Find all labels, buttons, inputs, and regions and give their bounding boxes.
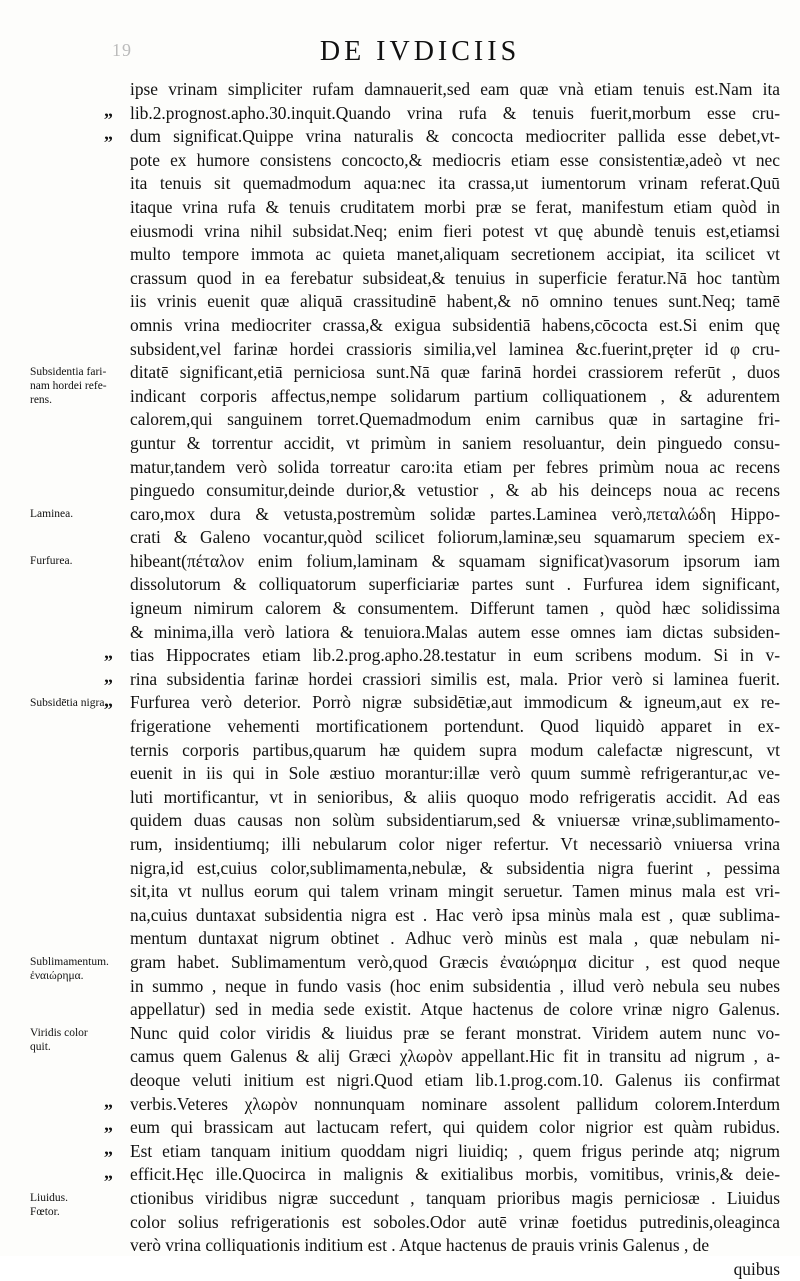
text-line: gram habet. Sublimamentum verò,quod Græcis ἐναιώρημα dicitur , est quod neque — [130, 951, 780, 972]
quotation-mark: „ — [104, 1161, 113, 1182]
page-folio: 19 — [112, 40, 132, 60]
text-line: omnis vrina mediocriter crassa,& exigua subsidentiā habens,cōcocta est.Si enim quę — [130, 314, 780, 335]
margin-note: Subsidentia fari- nam hordei refe- rens. — [30, 366, 107, 407]
text-line: crati & Galeno vocantur,quòd scilicet foliorum,laminæ,seu squamarum speciem ex- — [130, 527, 780, 548]
text-line: deoque veluti initium est nigri.Quod etiam lib.1.prog.com.10. Galenus iis confirmat — [130, 1069, 780, 1090]
text-line: dissolutorum & colliquatorum superficiariæ partes sunt . Furfurea idem significant, — [130, 574, 780, 595]
quotation-mark: „ — [104, 1138, 113, 1158]
text-line: ternis corporis partibus,quarum hæ quidem supra modum calefactæ nigrescunt, vt — [130, 739, 780, 760]
text-line: in summo , neque in fundo vasis (hoc enim subsidentia , illud verò nebula seu nubes — [130, 975, 780, 996]
quotation-mark: „ — [104, 642, 113, 663]
quotation-mark: „ — [104, 99, 113, 120]
margin-note: Liuidus. Fœtor. — [30, 1192, 69, 1219]
text-line: quibus — [733, 1258, 780, 1279]
text-line: verbis.Veteres χλωρὸν nonnunquam nominare assolent pallidum colorem.Interdum — [130, 1093, 780, 1114]
margin-note: Sublimamentum. ἐναιώρημα. — [30, 956, 109, 983]
text-line: subsident,vel farinæ hordei crassioris similia,vel laminea &c.fuerint,pręter id φ cru- — [130, 338, 780, 359]
text-line: mentum duntaxat nigrum obtinet . Adhuc verò minùs est mala , quæ nebulam ni- — [130, 928, 780, 949]
text-line: appellatur) sed in media sede existit. Atque hactenus de colore vrinæ nigro Galenus. — [130, 999, 780, 1020]
text-line: quidem duas causas non solùm subsidentiarum,sed & vniuersæ vrinæ,sublimamento- — [130, 810, 780, 831]
text-line: guntur & torrentur accidit, vt primùm in saniem resoluantur, dein pinguedo consu- — [130, 432, 780, 453]
text-line: rina subsidentia farinæ hordei crassiori similis est, mala. Prior verò si laminea fuerit. — [130, 668, 780, 689]
margin-note: Laminea. — [30, 507, 74, 520]
running-head: DE IVDICIIS — [319, 36, 521, 67]
text-line: iis vrinis euenit quæ aliquā crassitudinē habent,& nō omnino tenues sunt.Neq; tamē — [130, 291, 780, 312]
margin-note: Viridis color quit. — [30, 1027, 88, 1053]
margin-note: Subsidētia nigra. — [30, 696, 108, 709]
text-line: Est etiam tanquam initium quoddam nigri liuidiq; , quem frigus perinde atq; nigrum — [130, 1140, 780, 1161]
margin-note: Furfurea. — [30, 555, 73, 567]
quotation-mark: „ — [104, 666, 113, 686]
text-line: eum qui brassicam aut lactucam refert, qui quidem color nigrior est quàm rubidus. — [130, 1117, 780, 1138]
text-line: eiusmodi vrina nihil subsidat.Neq; enim fieri potest vt quę abundè tenuis est,etiamsi — [130, 220, 780, 241]
text-line: tias Hippocrates etiam lib.2.prog.apho.28.testatur in eum scribens modum. Si in v- — [130, 645, 780, 666]
text-line: caro,mox dura & vetusta,postremùm solidæ partes.Laminea verò,πεταλώδη Hippo- — [130, 503, 780, 524]
text-line: ditatē significant,etiā perniciosa sunt.Nā quæ farinā hordei crassiorem referūt , duos — [130, 362, 780, 383]
text-line: ita tenuis sit quemadmodum aqua:nec ita crassa,ut iumentorum vrinam referat.Quū — [130, 173, 780, 194]
text-line: ipse vrinam simpliciter rufam damnauerit,sed eam quæ vnà etiam tenuis est.Nam ita — [130, 79, 780, 99]
text-line: indicant corporis affectus,nempe solidarum partium colliquationem , & adurentem — [130, 385, 780, 406]
text-line: dum significat.Quippe vrina naturalis & concocta mediocriter pallida esse debet,vt- — [130, 126, 780, 147]
text-line: matur,tandem verò solida torreatur caro:ita etiam per febres primùm noua ac recens — [130, 456, 780, 477]
body-text — [130, 78, 780, 1281]
text-line: rum, insidentiumq; illi nebularum color niger refertur. Vt necessariò vniuersa vrina — [130, 834, 780, 854]
text-line: hibeant(πέταλον enim folium,laminam & squamam significat)vasorum ipsorum iam — [130, 550, 780, 571]
text-line: calorem,qui sanguinem torret.Quemadmodum enim carnibus quæ in sartagine fri- — [130, 409, 780, 430]
quotation-mark: „ — [104, 689, 113, 710]
text-line: verò vrina colliquationis inditium est . Atque hactenus de prauis vrinis Galenus , de — [130, 1235, 710, 1256]
text-line: camus quem Galenus & alij Græci χλωρὸν appellant.Hic fit in transitu ad nigrum , a- — [130, 1046, 780, 1067]
text-line: crassum quod in ea ferebatur subsideat,& tenuius in superficie feratur.Nā hoc tantùm — [130, 267, 780, 288]
text-line: color solius refrigerationis est soboles.Odor autē vrinæ foetidus putredinis,oleaginca — [130, 1211, 780, 1232]
text-line: na,cuius duntaxat subsidentia nigra est . Hac verò ipsa minùs mala est , quæ sublima- — [130, 904, 780, 925]
text-line: euenit in iis qui in Sole æstiuo morantur:illæ verò quum summè refrigerantur,ac ve- — [130, 763, 780, 784]
quotation-mark: „ — [104, 1114, 113, 1135]
text-line: Furfurea verò deterior. Porrò nigræ subsidētiæ,aut immodicum & igneum,aut ex re- — [130, 692, 780, 713]
text-line: nigra,id est,cuius color,sublimamenta,nebulæ, & subsidentia nigra fuerint , pessima — [130, 857, 780, 878]
text-line: luti mortificantur, vt in senioribus, & aliis quoquo modo refrigeratis accidit. Ad eas — [130, 786, 780, 807]
text-line: efficit.Hęc ille.Quocirca in malignis & exitialibus morbis, vomitibus, vrinis,& deie- — [130, 1164, 780, 1185]
text-line: lib.2.prognost.apho.30.inquit.Quando vrina rufa & tenuis fuerit,morbum esse cru- — [130, 102, 780, 123]
text-line: itaque vrina rufa & tenuis cruditatem morbi præ se ferat, manifestum etiam quòd in — [130, 196, 780, 217]
text-line: frigeratione vehementi mortificationem portendunt. Quod liquidò apparet in ex- — [130, 716, 780, 737]
text-line: igneum nimirum calorem & consumentem. Differunt tamen , quòd hæc solidissima — [130, 598, 780, 619]
text-line: ctionibus viridibus nigræ succedunt , tanquam prioribus magis perniciosæ . Liuidus — [130, 1187, 780, 1208]
text-line: pinguedo consumitur,deinde durior,& vetustior , & ab his deinceps noua ac recens — [130, 480, 780, 501]
text-line: pote ex humore consistens concocto,& mediocris etiam esse consistentiæ,adeò vt nec — [130, 149, 780, 170]
text-line: sit,ita vt nullus eorum qui talem vrinam mingit seruetur. Tamen minus mala est vri- — [130, 881, 780, 902]
quotation-mark: „ — [104, 123, 113, 144]
text-line: Nunc quid color viridis & liuidus præ se ferant monstrat. Viridem autem nunc vo- — [130, 1022, 780, 1043]
quotation-mark: „ — [104, 1090, 113, 1111]
text-line: & minima,illa verò latiora & tenuiora.Malas autem esse omnes iam dictas subsiden- — [130, 621, 780, 642]
text-line: multo tempore immota ac quieta manet,aliquam secretionem accipiat, ita scilicet vt — [130, 244, 780, 265]
